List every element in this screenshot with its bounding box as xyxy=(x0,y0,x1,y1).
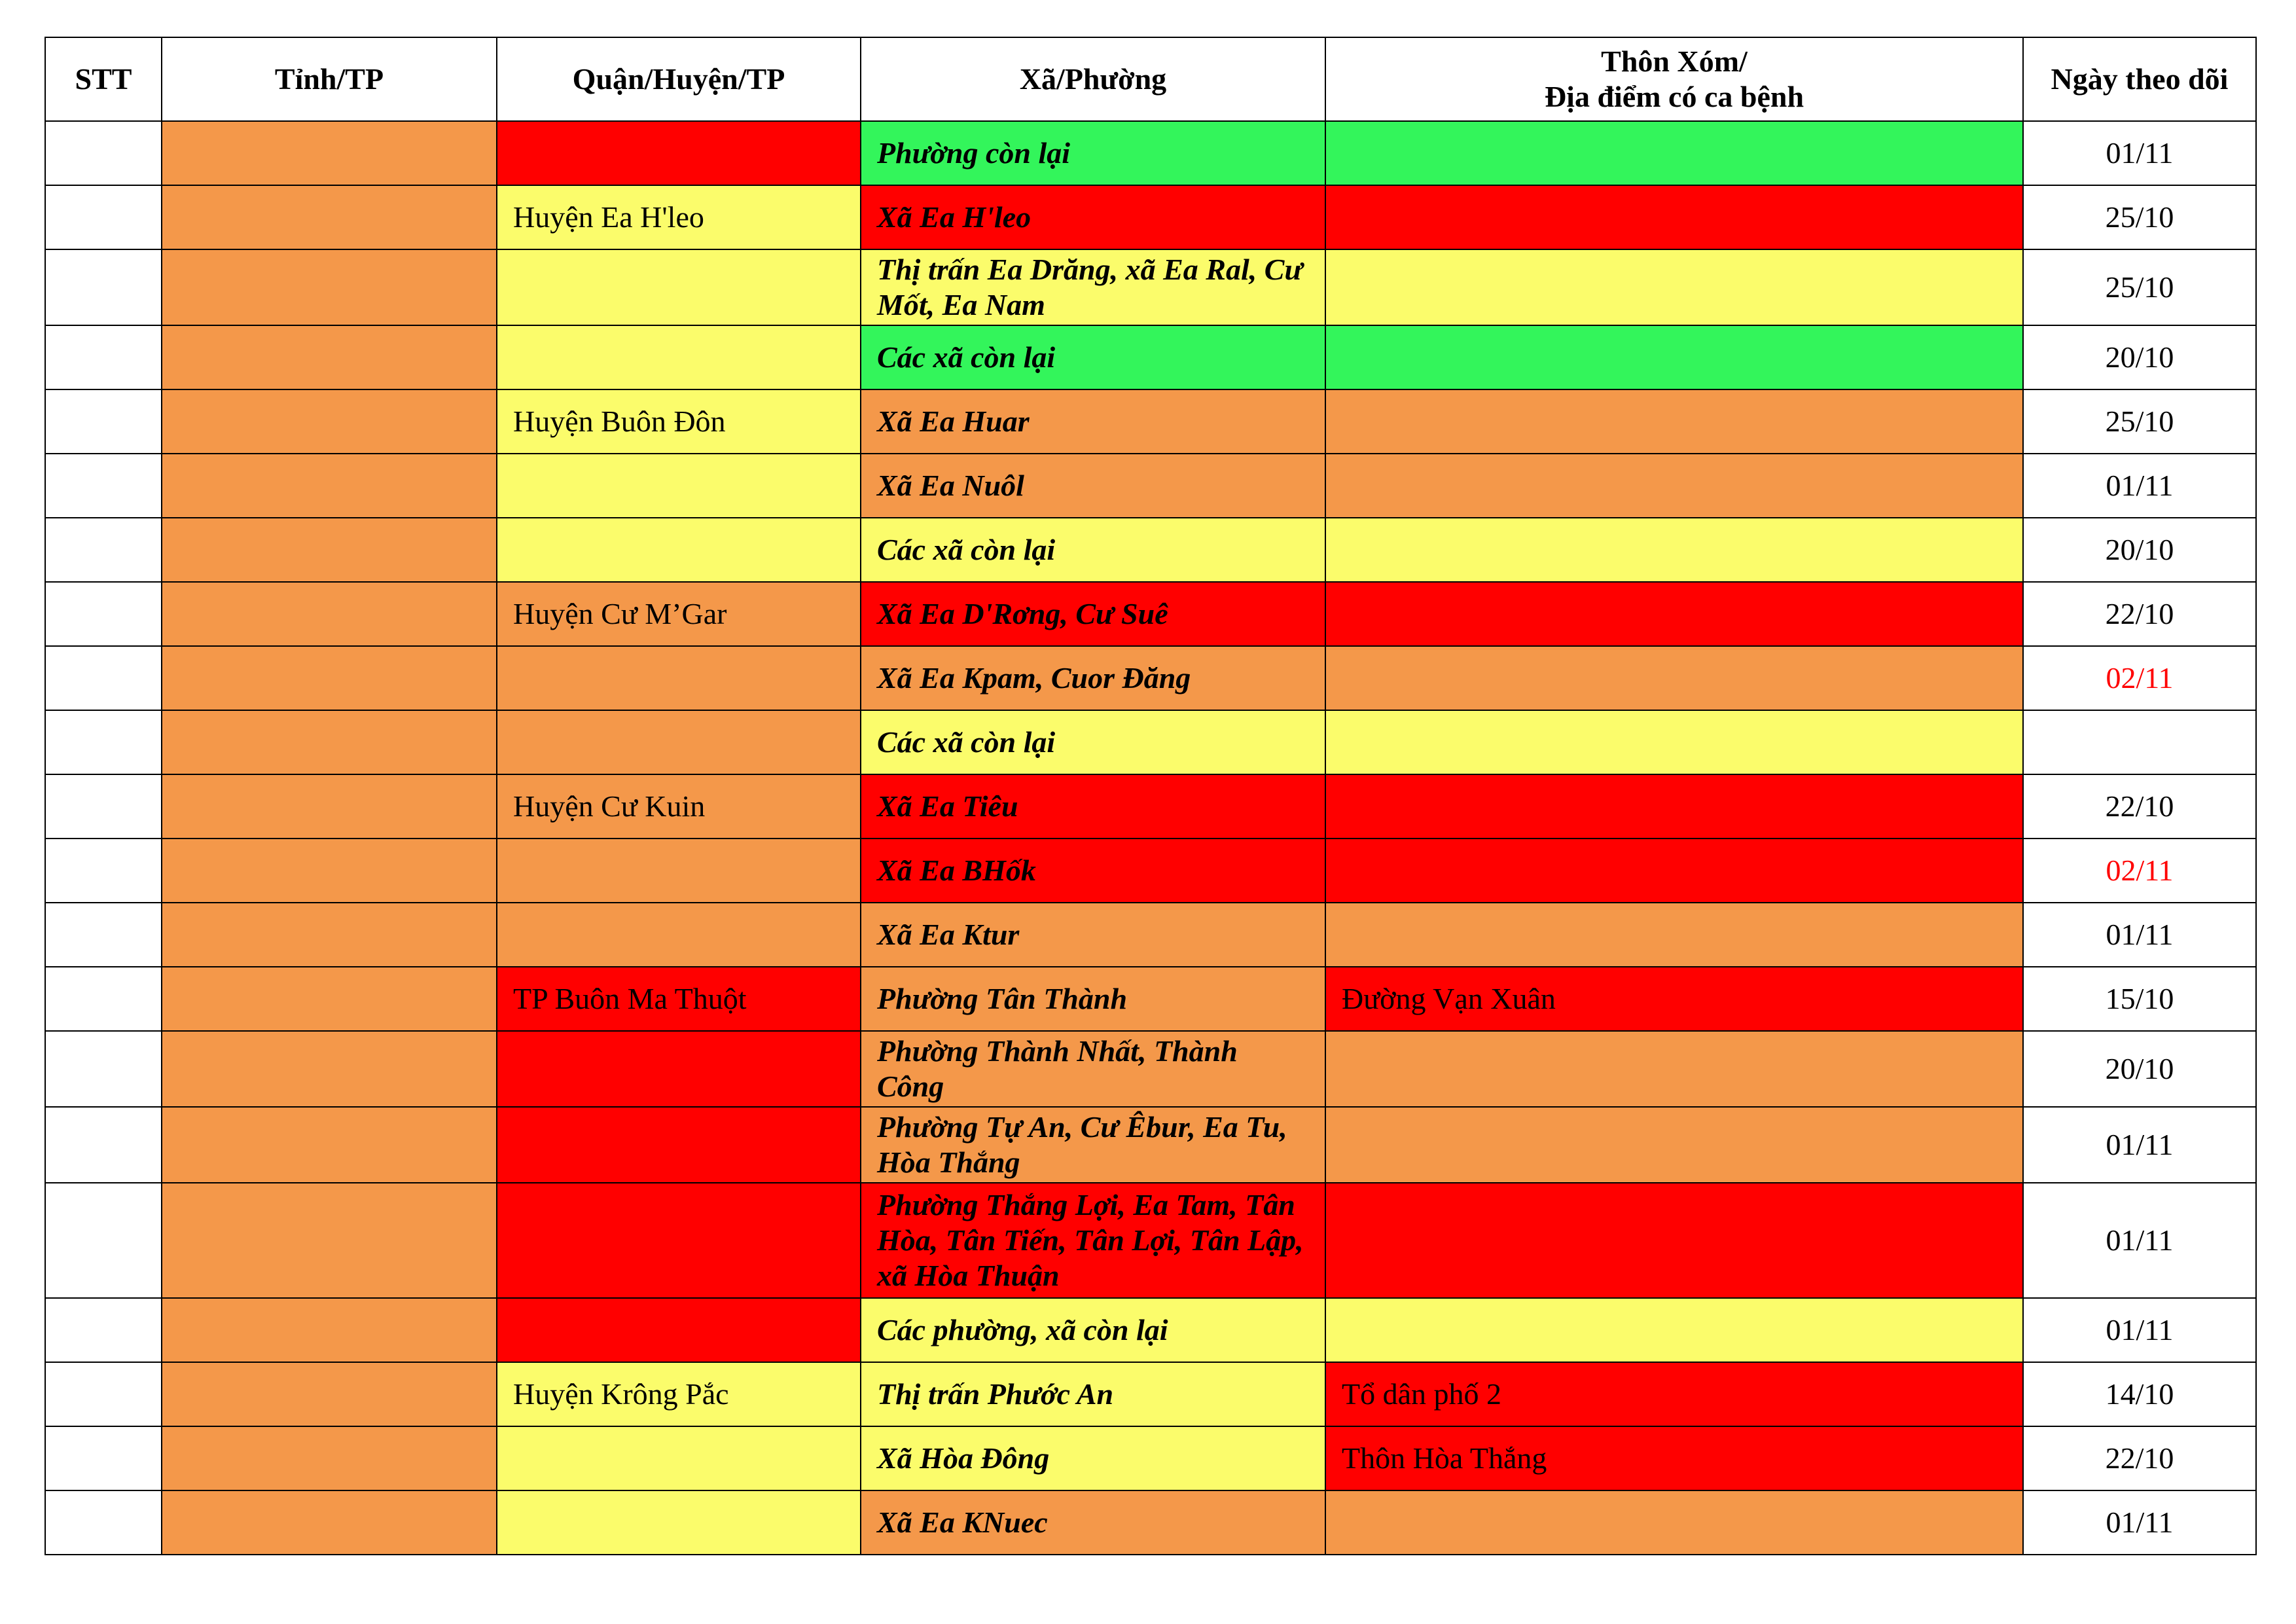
table-row xyxy=(45,389,2256,454)
cell-quan: Huyện Buôn Đôn xyxy=(497,389,861,454)
cell-quan xyxy=(497,1107,861,1183)
cell-ngay: 22/10 xyxy=(2023,1426,2256,1490)
cell-tinh xyxy=(162,325,497,389)
cell-quan xyxy=(497,121,861,185)
cell-ngay: 20/10 xyxy=(2023,1031,2256,1107)
cell-quan xyxy=(497,1031,861,1107)
cell-xa: Xã Ea KNuec xyxy=(861,1490,1325,1555)
cell-quan xyxy=(497,325,861,389)
cell-quan: Huyện Cư Kuin xyxy=(497,774,861,839)
cell-xa: Xã Ea Tiêu xyxy=(861,774,1325,839)
table-row xyxy=(45,839,2256,903)
cell-ngay: 01/11 xyxy=(2023,454,2256,518)
cell-xa: Xã Ea Nuôl xyxy=(861,454,1325,518)
cell-ngay: 01/11 xyxy=(2023,903,2256,967)
cell-tinh xyxy=(162,1031,497,1107)
table-row xyxy=(45,454,2256,518)
cell-thon xyxy=(1325,1183,2023,1298)
cell-tinh xyxy=(162,839,497,903)
cell-thon xyxy=(1325,249,2023,325)
cell-stt xyxy=(45,839,162,903)
cell-quan: Huyện Ea H'leo xyxy=(497,185,861,249)
cell-xa: Phường Thắng Lợi, Ea Tam, Tân Hòa, Tân Tiến, Tân Lợi, Tân Lập, xã Hòa Thuận xyxy=(861,1183,1325,1298)
cell-stt xyxy=(45,1031,162,1107)
cell-tinh xyxy=(162,967,497,1031)
table-row xyxy=(45,1490,2256,1555)
cell-ngay: 01/11 xyxy=(2023,1107,2256,1183)
cell-stt xyxy=(45,121,162,185)
cell-ngay: 25/10 xyxy=(2023,185,2256,249)
cell-xa: Xã Hòa Đông xyxy=(861,1426,1325,1490)
cell-ngay: 01/11 xyxy=(2023,1183,2256,1298)
cell-quan: Huyện Cư M’Gar xyxy=(497,582,861,646)
cell-tinh xyxy=(162,121,497,185)
cell-stt xyxy=(45,325,162,389)
cell-thon xyxy=(1325,454,2023,518)
cell-xa: Xã Ea BHốk xyxy=(861,839,1325,903)
header-row xyxy=(45,37,2256,121)
cell-tinh xyxy=(162,1490,497,1555)
cell-thon xyxy=(1325,1107,2023,1183)
table-row xyxy=(45,1362,2256,1426)
cell-quan xyxy=(497,646,861,710)
cell-thon xyxy=(1325,1031,2023,1107)
cell-stt xyxy=(45,1426,162,1490)
cell-ngay: 01/11 xyxy=(2023,121,2256,185)
cell-thon xyxy=(1325,325,2023,389)
cell-tinh xyxy=(162,454,497,518)
cell-thon xyxy=(1325,903,2023,967)
cell-thon xyxy=(1325,518,2023,582)
cell-thon: Tổ dân phố 2 xyxy=(1325,1362,2023,1426)
cell-quan xyxy=(497,518,861,582)
cell-xa: Thị trấn Phước An xyxy=(861,1362,1325,1426)
header-tinh: Tỉnh/TP xyxy=(162,37,497,121)
cell-xa: Phường Tân Thành xyxy=(861,967,1325,1031)
cell-tinh xyxy=(162,249,497,325)
header-thon-line2: Địa điểm có ca bệnh xyxy=(1544,80,1804,113)
cell-stt xyxy=(45,185,162,249)
cell-xa: Phường Tự An, Cư Êbur, Ea Tu, Hòa Thắng xyxy=(861,1107,1325,1183)
cell-stt xyxy=(45,389,162,454)
cell-quan xyxy=(497,1298,861,1362)
cell-thon: Thôn Hòa Thắng xyxy=(1325,1426,2023,1490)
cell-quan xyxy=(497,1490,861,1555)
cell-ngay: 20/10 xyxy=(2023,325,2256,389)
cell-ngay: 22/10 xyxy=(2023,774,2256,839)
cell-tinh xyxy=(162,1183,497,1298)
cell-quan: TP Buôn Ma Thuột xyxy=(497,967,861,1031)
cell-ngay: 01/11 xyxy=(2023,1490,2256,1555)
cell-thon xyxy=(1325,121,2023,185)
cell-xa: Xã Ea Kpam, Cuor Đăng xyxy=(861,646,1325,710)
header-xa: Xã/Phường xyxy=(861,37,1325,121)
cell-ngay: 02/11 xyxy=(2023,839,2256,903)
cell-ngay: 25/10 xyxy=(2023,389,2256,454)
table-row xyxy=(45,903,2256,967)
table-row xyxy=(45,121,2256,185)
cell-thon xyxy=(1325,1298,2023,1362)
cell-thon xyxy=(1325,710,2023,774)
cell-tinh xyxy=(162,646,497,710)
table-row xyxy=(45,1298,2256,1362)
cell-tinh xyxy=(162,1107,497,1183)
cell-thon xyxy=(1325,582,2023,646)
cell-thon xyxy=(1325,839,2023,903)
table-row xyxy=(45,1426,2256,1490)
cell-stt xyxy=(45,903,162,967)
table-row xyxy=(45,774,2256,839)
cell-xa: Phường còn lại xyxy=(861,121,1325,185)
cell-stt xyxy=(45,646,162,710)
cell-stt xyxy=(45,1183,162,1298)
cell-xa: Các xã còn lại xyxy=(861,710,1325,774)
cell-stt xyxy=(45,454,162,518)
cell-xa: Phường Thành Nhất, Thành Công xyxy=(861,1031,1325,1107)
table-row xyxy=(45,1031,2256,1107)
table-row xyxy=(45,1183,2256,1298)
cell-stt xyxy=(45,967,162,1031)
cell-stt xyxy=(45,1298,162,1362)
cell-tinh xyxy=(162,185,497,249)
table-row xyxy=(45,646,2256,710)
cell-xa: Xã Ea D'Rơng, Cư Suê xyxy=(861,582,1325,646)
cell-ngay: 02/11 xyxy=(2023,646,2256,710)
cell-xa: Thị trấn Ea Drăng, xã Ea Ral, Cư Mốt, Ea Nam xyxy=(861,249,1325,325)
cell-thon xyxy=(1325,646,2023,710)
table-row xyxy=(45,967,2256,1031)
cell-tinh xyxy=(162,1298,497,1362)
table-row xyxy=(45,1107,2256,1183)
cell-thon xyxy=(1325,185,2023,249)
cell-stt xyxy=(45,1107,162,1183)
cell-xa: Các xã còn lại xyxy=(861,518,1325,582)
cell-thon xyxy=(1325,774,2023,839)
cell-xa: Xã Ea H'leo xyxy=(861,185,1325,249)
header-thon xyxy=(1325,37,2023,121)
header-stt: STT xyxy=(45,37,162,121)
cell-tinh xyxy=(162,582,497,646)
cell-stt xyxy=(45,249,162,325)
cell-stt xyxy=(45,710,162,774)
cell-xa: Xã Ea Ktur xyxy=(861,903,1325,967)
cell-stt xyxy=(45,1362,162,1426)
table-row xyxy=(45,185,2256,249)
cell-quan xyxy=(497,839,861,903)
cell-thon xyxy=(1325,1490,2023,1555)
header-ngay: Ngày theo dõi xyxy=(2023,37,2256,121)
cell-stt xyxy=(45,1490,162,1555)
cell-tinh xyxy=(162,1362,497,1426)
cell-quan xyxy=(497,249,861,325)
cell-quan xyxy=(497,710,861,774)
table-row xyxy=(45,582,2256,646)
table-row xyxy=(45,518,2256,582)
cell-ngay: 22/10 xyxy=(2023,582,2256,646)
cell-quan: Huyện Krông Pắc xyxy=(497,1362,861,1426)
cell-ngay xyxy=(2023,710,2256,774)
cell-quan xyxy=(497,903,861,967)
cell-tinh xyxy=(162,710,497,774)
cell-ngay: 15/10 xyxy=(2023,967,2256,1031)
table-body xyxy=(45,121,2256,1555)
table-row xyxy=(45,710,2256,774)
cell-tinh xyxy=(162,903,497,967)
cell-quan xyxy=(497,1426,861,1490)
cell-stt xyxy=(45,774,162,839)
cell-ngay: 20/10 xyxy=(2023,518,2256,582)
header-quan: Quận/Huyện/TP xyxy=(497,37,861,121)
tracking-table xyxy=(45,37,2257,1555)
cell-stt xyxy=(45,518,162,582)
cell-ngay: 25/10 xyxy=(2023,249,2256,325)
cell-tinh xyxy=(162,774,497,839)
cell-quan xyxy=(497,1183,861,1298)
document-page xyxy=(45,37,2257,1555)
cell-stt xyxy=(45,582,162,646)
table-row xyxy=(45,249,2256,325)
cell-ngay: 14/10 xyxy=(2023,1362,2256,1426)
cell-quan xyxy=(497,454,861,518)
cell-xa: Các xã còn lại xyxy=(861,325,1325,389)
cell-thon xyxy=(1325,389,2023,454)
cell-tinh xyxy=(162,1426,497,1490)
cell-tinh xyxy=(162,518,497,582)
cell-ngay: 01/11 xyxy=(2023,1298,2256,1362)
table-row xyxy=(45,325,2256,389)
cell-thon: Đường Vạn Xuân xyxy=(1325,967,2023,1031)
header-thon-line1: Thôn Xóm/ xyxy=(1601,44,1748,78)
cell-xa: Xã Ea Huar xyxy=(861,389,1325,454)
cell-xa: Các phường, xã còn lại xyxy=(861,1298,1325,1362)
cell-tinh xyxy=(162,389,497,454)
